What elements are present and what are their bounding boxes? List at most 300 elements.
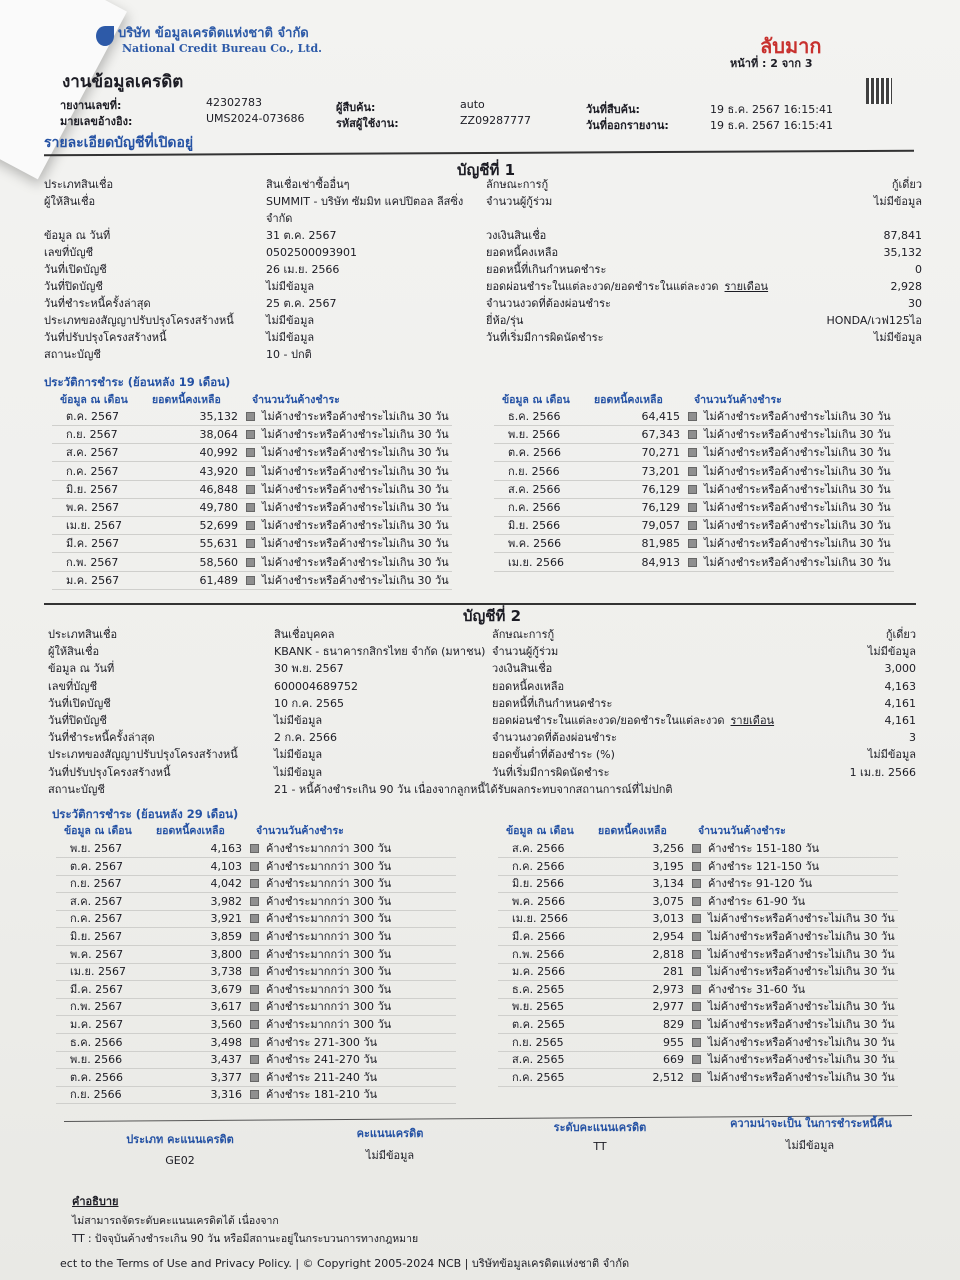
history-row — [494, 444, 894, 462]
field-label: ข้อมูล ณ วันที่ — [48, 662, 115, 676]
field-label: ยี่ห้อ/รุ่น — [486, 314, 524, 327]
history-balance: 3,738 — [210, 965, 242, 979]
status-square-icon — [688, 539, 697, 548]
history-status: ไม่ค้างชำระหรือค้างชำระไม่เกิน 30 วัน — [262, 519, 449, 533]
field-value: 3 — [909, 731, 916, 745]
history-row — [56, 1016, 456, 1034]
status-square-icon — [250, 1002, 259, 1011]
field-label: ยอดหนี้คงเหลือ — [486, 246, 559, 259]
status-square-icon — [246, 576, 255, 585]
history-month: มี.ค. 2567 — [70, 982, 124, 996]
history-status: ค้างชำระมากกว่า 300 วัน — [266, 842, 392, 855]
history-status: ค้างชำระ 121-150 วัน — [708, 859, 820, 873]
history-month: ก.ค. 2567 — [70, 912, 123, 926]
field-value: ไม่มีข้อมูล — [274, 748, 323, 762]
row-rule — [494, 571, 894, 572]
history-status: ค้างชำระมากกว่า 300 วัน — [266, 1018, 392, 1031]
history-header-balance: ยอดหนี้คงเหลือ — [156, 825, 225, 837]
history-month: ต.ค. 2566 — [508, 446, 561, 460]
history-balance: 2,954 — [652, 930, 684, 943]
field-label: จำนวนผู้กู้ร่วม — [492, 645, 559, 659]
history-header-days: จำนวนวันค้างชำระ — [256, 825, 344, 837]
history-header-balance: ยอดหนี้คงเหลือ — [152, 394, 221, 406]
field-label: วันที่เปิดบัญชี — [44, 263, 107, 276]
history-status: ไม่ค้างชำระหรือค้างชำระไม่เกิน 30 วัน — [704, 555, 891, 569]
history-balance: 84,913 — [641, 555, 680, 569]
history-month: มิ.ย. 2566 — [508, 519, 561, 533]
history-row — [498, 928, 898, 946]
status-square-icon — [692, 914, 701, 923]
status-square-icon — [692, 879, 701, 888]
account-2-title: บัญชีที่ 2 — [462, 607, 522, 625]
history-row — [494, 426, 894, 444]
field-value: 30 พ.ย. 2567 — [274, 662, 344, 676]
ref-no: UMS2024-073686 — [206, 112, 305, 125]
history-row — [498, 946, 898, 964]
status-square-icon — [688, 430, 697, 439]
history-balance: 3,316 — [210, 1088, 242, 1102]
history-row — [498, 893, 898, 911]
field-label: ประเภทสินเชื่อ — [48, 628, 118, 641]
field-label: วันที่เริ่มมีการผิดนัดชำระ — [492, 765, 610, 779]
field-value: 0 — [915, 263, 922, 276]
history-balance: 3,013 — [652, 912, 684, 926]
score-value: ไม่มีข้อมูล — [365, 1149, 415, 1162]
history-header-days: จำนวนวันค้างชำระ — [252, 394, 340, 406]
history-row — [52, 572, 452, 590]
history-row — [56, 1051, 456, 1069]
history-status: ไม่ค้างชำระหรือค้างชำระไม่เกิน 30 วัน — [262, 555, 449, 569]
account-1-title: บัญชีที่ 1 — [456, 161, 516, 179]
issue-date-label: วันที่ออกรายงาน: — [586, 119, 669, 132]
history-month: ก.พ. 2567 — [70, 1000, 123, 1014]
history-balance: 2,512 — [652, 1070, 684, 1084]
status-square-icon — [692, 967, 701, 976]
history-row — [494, 535, 894, 553]
history-month: ส.ค. 2567 — [66, 446, 119, 460]
status-square-icon — [692, 985, 701, 994]
report-no-label: ายงานเลขที่: — [60, 99, 122, 112]
status-square-icon — [692, 1002, 701, 1011]
history-month: เม.ย. 2566 — [512, 912, 568, 926]
history-status: ไม่ค้างชำระหรือค้างชำระไม่เกิน 30 วัน — [708, 1053, 895, 1067]
field-value: ไม่มีข้อมูล — [266, 280, 315, 293]
history-header-month: ข้อมูล ณ เดือน — [64, 825, 132, 837]
user-code-label: รหัสผู้ใช้งาน: — [336, 117, 399, 130]
field-value: ไม่มีข้อมูล — [274, 765, 323, 779]
history-month: พ.ค. 2566 — [512, 894, 566, 908]
history-status: ไม่ค้างชำระหรือค้างชำระไม่เกิน 30 วัน — [704, 501, 891, 514]
history-balance: 3,377 — [210, 1070, 242, 1084]
status-square-icon — [246, 430, 255, 439]
history-balance: 67,343 — [641, 428, 680, 442]
history-status: ค้างชำระมากกว่า 300 วัน — [266, 859, 392, 873]
footer-text[interactable]: ect to the Terms of Use and Privacy Policy. | © Copyright 2005-2024 NCB | บริษัทข้อมูลเครดิตแห่งชาติ จำกัด — [60, 1257, 630, 1270]
field-label: ผู้ให้สินเชื่อ — [44, 195, 96, 208]
status-square-icon — [250, 844, 259, 853]
history-row — [52, 408, 452, 426]
field-value: 26 เม.ย. 2566 — [266, 263, 340, 276]
company-name-en: National Credit Bureau Co., Ltd. — [122, 42, 323, 55]
history-balance: 829 — [663, 1018, 684, 1031]
history-status: ค้างชำระมากกว่า 300 วัน — [266, 912, 392, 926]
status-square-icon — [692, 950, 701, 959]
field-label: ยอดขั้นต่ำที่ต้องชำระ (%) — [492, 748, 615, 762]
history-balance: 3,921 — [210, 912, 242, 926]
history-row — [494, 554, 894, 572]
history-status: ไม่ค้างชำระหรือค้างชำระไม่เกิน 30 วัน — [708, 1035, 895, 1049]
history-status: ค้างชำระมากกว่า 300 วัน — [266, 930, 392, 943]
score-type-header: ประเภท คะแนนเครดิต — [126, 1133, 234, 1146]
field-value: 2 ก.ค. 2566 — [274, 731, 337, 745]
field-label: ยอดผ่อนชำระในแต่ละงวด/ยอดชำระในแต่ละงวด รายเดือน — [486, 280, 769, 293]
history-balance: 79,057 — [641, 519, 680, 533]
status-square-icon — [688, 558, 697, 567]
field-value: จำกัด — [266, 212, 293, 225]
field-label: วันที่เริ่มมีการผิดนัดชำระ — [486, 331, 604, 344]
field-label: วันที่ปิดบัญชี — [48, 714, 107, 727]
search-date: 19 ธ.ค. 2567 16:15:41 — [710, 103, 833, 116]
status-square-icon — [250, 897, 259, 906]
history-balance: 35,132 — [199, 410, 238, 423]
history-month: ต.ค. 2567 — [70, 859, 123, 873]
history-balance: 76,129 — [641, 482, 680, 496]
history-balance: 49,780 — [199, 501, 238, 514]
status-square-icon — [250, 1073, 259, 1082]
history-row — [494, 499, 894, 517]
history-month: ส.ค. 2565 — [512, 1053, 565, 1067]
status-square-icon — [692, 862, 701, 871]
section-title: รายละเอียดบัญชีที่เปิดอยู่ — [44, 135, 194, 151]
score-level-value: TT — [593, 1140, 607, 1153]
history-balance: 3,679 — [210, 982, 242, 996]
field-label: จำนวนผู้กู้ร่วม — [486, 195, 553, 208]
issue-date: 19 ธ.ค. 2567 16:15:41 — [710, 119, 833, 132]
history-month: ก.ย. 2566 — [508, 464, 560, 478]
history-status: ค้างชำระ 61-90 วัน — [708, 894, 806, 908]
row-rule — [52, 589, 452, 590]
history-month: ธ.ค. 2566 — [70, 1035, 123, 1049]
status-square-icon — [692, 1055, 701, 1064]
history-status: ค้างชำระ 91-120 วัน — [708, 877, 813, 891]
field-label: ยอดหนี้ที่เกินกำหนดชำระ — [492, 696, 613, 710]
history-balance: 40,992 — [199, 446, 238, 460]
searcher: auto — [460, 98, 485, 111]
history-balance: 669 — [663, 1053, 684, 1067]
field-value: 10 ก.ค. 2565 — [274, 696, 344, 710]
history-row — [498, 1051, 898, 1069]
history-row — [56, 1034, 456, 1052]
history-status: ไม่ค้างชำระหรือค้างชำระไม่เกิน 30 วัน — [704, 482, 891, 496]
history-month: ส.ค. 2566 — [508, 482, 561, 496]
history-status: ค้างชำระมากกว่า 300 วัน — [266, 894, 392, 908]
history-row — [498, 1069, 898, 1087]
field-value: 1 เม.ย. 2566 — [849, 765, 916, 779]
history-month: ก.ค. 2566 — [512, 859, 565, 873]
field-label: เลขที่บัญชี — [44, 246, 94, 259]
status-square-icon — [688, 412, 697, 421]
history-row — [498, 963, 898, 981]
history-status: ไม่ค้างชำระหรือค้างชำระไม่เกิน 30 วัน — [262, 464, 449, 478]
field-value: 600004689752 — [274, 679, 358, 693]
history-month: พ.ค. 2567 — [70, 947, 124, 961]
field-value: 35,132 — [883, 246, 922, 259]
history-month: ส.ค. 2566 — [512, 842, 565, 855]
field-value: สินเชื่อเช่าซื้ออื่นๆ — [266, 178, 350, 191]
page-number: หน้าที่ : 2 จาก 3 — [730, 57, 813, 70]
status-square-icon — [692, 844, 701, 853]
status-square-icon — [246, 485, 255, 494]
status-square-icon — [250, 862, 259, 871]
history-status: ไม่ค้างชำระหรือค้างชำระไม่เกิน 30 วัน — [262, 410, 449, 423]
history-balance: 52,699 — [199, 519, 238, 533]
history-status: ไม่ค้างชำระหรือค้างชำระไม่เกิน 30 วัน — [704, 446, 891, 460]
history-row — [498, 840, 898, 858]
history-status: ค้างชำระ 211-240 วัน — [266, 1070, 378, 1084]
history-status: ค้างชำระ 31-60 วัน — [708, 982, 806, 996]
field-value: ไม่มีข้อมูล — [867, 645, 916, 659]
history-balance: 2,977 — [652, 1000, 684, 1014]
status-square-icon — [246, 558, 255, 567]
status-square-icon — [246, 539, 255, 548]
history-month: มิ.ย. 2567 — [70, 930, 123, 943]
field-label: ประเภทของสัญญาปรับปรุงโครงสร้างหนี้ — [44, 314, 234, 327]
history-row — [56, 840, 456, 858]
history-month: ก.ย. 2565 — [512, 1035, 564, 1049]
status-square-icon — [688, 521, 697, 530]
field-value: ไม่มีข้อมูล — [266, 314, 315, 327]
history-balance: 55,631 — [199, 537, 238, 551]
status-square-icon — [250, 1090, 259, 1099]
history-balance: 281 — [663, 965, 684, 979]
field-label: วันที่ปรับปรุงโครงสร้างหนี้ — [48, 765, 171, 779]
notes-title: คำอธิบาย — [72, 1195, 119, 1208]
score-level-header: ระดับคะแนนเครดิต — [553, 1121, 647, 1134]
history-balance: 61,489 — [199, 573, 238, 587]
installment-frequency: รายเดือน — [724, 280, 769, 293]
history-status: ไม่ค้างชำระหรือค้างชำระไม่เกิน 30 วัน — [262, 501, 449, 514]
history-balance: 73,201 — [641, 464, 680, 478]
history-balance: 64,415 — [641, 410, 680, 423]
field-label: ยอดหนี้ที่เกินกำหนดชำระ — [486, 263, 607, 276]
status-square-icon — [250, 967, 259, 976]
user-code: ZZ09287777 — [460, 114, 532, 127]
history-month: ก.ย. 2567 — [66, 428, 118, 442]
history-month: ก.พ. 2566 — [512, 947, 565, 961]
status-square-icon — [688, 485, 697, 494]
row-rule — [56, 1103, 456, 1104]
field-value: 4,161 — [884, 714, 916, 727]
history-status: ค้างชำระ 181-210 วัน — [266, 1088, 378, 1102]
field-label: สถานะบัญชี — [48, 782, 105, 796]
field-value: กู้เดี่ยว — [885, 628, 916, 641]
field-label: วงเงินสินเชื่อ — [486, 229, 547, 242]
status-square-icon — [246, 448, 255, 457]
field-label: เลขที่บัญชี — [48, 679, 98, 693]
status-square-icon — [250, 1055, 259, 1064]
history-row — [56, 963, 456, 981]
history-status: ค้างชำระมากกว่า 300 วัน — [266, 982, 392, 996]
ncb-logo-icon — [96, 26, 114, 46]
history-month: เม.ย. 2567 — [66, 519, 122, 533]
history-row — [56, 875, 456, 893]
history-row — [56, 1069, 456, 1087]
field-label: วันที่ชำระหนี้ครั้งล่าสุด — [48, 731, 155, 745]
field-label: วันที่ปรับปรุงโครงสร้างหนี้ — [44, 331, 167, 344]
field-value: 31 ต.ค. 2567 — [266, 229, 337, 242]
history-row — [52, 499, 452, 517]
history-month: ธ.ค. 2565 — [512, 982, 565, 996]
field-label: วงเงินสินเชื่อ — [492, 662, 553, 676]
account-1-history-title: ประวัติการชำระ (ย้อนหลัง 19 เดือน) — [44, 375, 231, 389]
history-status: ไม่ค้างชำระหรือค้างชำระไม่เกิน 30 วัน — [708, 1018, 895, 1031]
history-status: ค้างชำระมากกว่า 300 วัน — [266, 965, 392, 979]
history-header-month: ข้อมูล ณ เดือน — [502, 394, 570, 406]
history-row — [52, 444, 452, 462]
history-row — [494, 408, 894, 426]
status-square-icon — [250, 950, 259, 959]
history-row — [52, 481, 452, 499]
history-row — [498, 875, 898, 893]
field-label: ยอดผ่อนชำระในแต่ละงวด/ยอดชำระในแต่ละงวด รายเดือน — [492, 714, 775, 727]
status-square-icon — [688, 448, 697, 457]
field-label: ลักษณะการกู้ — [486, 178, 549, 191]
history-status: ไม่ค้างชำระหรือค้างชำระไม่เกิน 30 วัน — [708, 930, 895, 943]
history-balance: 3,560 — [210, 1018, 242, 1031]
history-status: ไม่ค้างชำระหรือค้างชำระไม่เกิน 30 วัน — [704, 537, 891, 551]
history-balance: 3,195 — [652, 859, 684, 873]
history-row — [56, 858, 456, 876]
history-row — [494, 481, 894, 499]
history-balance: 3,075 — [652, 894, 684, 908]
history-balance: 3,982 — [210, 894, 242, 908]
history-row — [56, 910, 456, 928]
history-row — [498, 910, 898, 928]
history-row — [56, 998, 456, 1016]
row-rule — [498, 1086, 898, 1087]
field-label: ลักษณะการกู้ — [492, 628, 555, 641]
history-month: ม.ค. 2567 — [70, 1018, 124, 1031]
history-header-month: ข้อมูล ณ เดือน — [60, 394, 128, 406]
field-label: ผู้ให้สินเชื่อ — [48, 645, 100, 659]
history-balance: 3,800 — [210, 947, 242, 961]
history-balance: 81,985 — [641, 537, 680, 551]
status-square-icon — [246, 412, 255, 421]
history-status: ค้างชำระมากกว่า 300 วัน — [266, 1000, 392, 1014]
field-value: KBANK - ธนาคารกสิกรไทย จำกัด (มหาชน) — [274, 645, 486, 659]
history-month: ก.ค. 2565 — [512, 1070, 565, 1084]
field-value: ไม่มีข้อมูล — [867, 748, 916, 762]
history-month: มี.ค. 2566 — [512, 930, 566, 943]
history-balance: 4,103 — [210, 859, 242, 873]
history-row — [52, 535, 452, 553]
report-no: 42302783 — [206, 96, 262, 109]
history-status: ค้างชำระ 241-270 วัน — [266, 1053, 378, 1067]
history-status: ค้างชำระ 271-300 วัน — [266, 1035, 378, 1049]
history-month: ม.ค. 2567 — [66, 573, 120, 587]
history-month: ธ.ค. 2566 — [508, 410, 561, 423]
score-type-value: GE02 — [165, 1154, 195, 1167]
history-header-balance: ยอดหนี้คงเหลือ — [598, 825, 667, 837]
field-value: 10 - ปกติ — [266, 348, 312, 361]
searcher-label: ผู้สืบค้น: — [336, 101, 376, 114]
history-header-days: จำนวนวันค้างชำระ — [694, 394, 782, 406]
history-status: ไม่ค้างชำระหรือค้างชำระไม่เกิน 30 วัน — [708, 965, 895, 979]
field-value: ไม่มีข้อมูล — [266, 331, 315, 344]
history-row — [498, 1016, 898, 1034]
status-square-icon — [246, 467, 255, 476]
status-square-icon — [692, 932, 701, 941]
history-row — [56, 928, 456, 946]
field-value: 21 - หนี้ค้างชำระเกิน 90 วัน เนื่องจากลูกหนี้ได้รับผลกระทบจากสถานการณ์ที่ไม่ปกติ — [274, 782, 673, 796]
history-month: ก.พ. 2567 — [66, 555, 119, 569]
ref-no-label: มายเลขอ้างอิง: — [60, 115, 133, 128]
status-square-icon — [250, 1038, 259, 1047]
history-month: พ.ย. 2567 — [70, 842, 123, 855]
field-value: 4,161 — [884, 696, 916, 710]
history-row — [498, 1034, 898, 1052]
status-square-icon — [692, 1038, 701, 1047]
history-status: ไม่ค้างชำระหรือค้างชำระไม่เกิน 30 วัน — [704, 464, 891, 478]
status-square-icon — [692, 1073, 701, 1082]
history-row — [494, 463, 894, 481]
field-value: สินเชื่อบุคคล — [274, 628, 335, 641]
qr-code-icon — [866, 78, 892, 104]
history-balance: 4,163 — [210, 842, 242, 855]
history-balance: 3,437 — [210, 1053, 242, 1067]
history-row — [52, 463, 452, 481]
score-header: คะแนนเครดิต — [356, 1127, 424, 1140]
history-header-days: จำนวนวันค้างชำระ — [698, 825, 786, 837]
history-status: ไม่ค้างชำระหรือค้างชำระไม่เกิน 30 วัน — [704, 410, 891, 423]
history-month: มี.ค. 2567 — [66, 537, 120, 551]
history-status: ไม่ค้างชำระหรือค้างชำระไม่เกิน 30 วัน — [708, 1070, 895, 1084]
field-label: จำนวนงวดที่ต้องผ่อนชำระ — [492, 731, 617, 745]
field-value: 0502500093901 — [266, 246, 357, 259]
history-status: ไม่ค้างชำระหรือค้างชำระไม่เกิน 30 วัน — [704, 428, 891, 442]
history-row — [498, 981, 898, 999]
history-row — [498, 858, 898, 876]
field-label: สถานะบัญชี — [44, 348, 101, 361]
history-row — [498, 998, 898, 1016]
history-balance: 46,848 — [199, 482, 238, 496]
field-label: ประเภทของสัญญาปรับปรุงโครงสร้างหนี้ — [48, 748, 238, 762]
history-month: พ.ค. 2567 — [66, 501, 120, 514]
history-balance: 2,973 — [652, 982, 684, 996]
status-square-icon — [250, 879, 259, 888]
history-month: มิ.ย. 2567 — [66, 482, 119, 496]
field-value: 2,928 — [890, 280, 922, 293]
status-square-icon — [250, 985, 259, 994]
status-square-icon — [250, 1020, 259, 1029]
history-balance: 76,129 — [641, 501, 680, 514]
installment-frequency: รายเดือน — [730, 714, 775, 727]
status-square-icon — [688, 503, 697, 512]
field-value: 25 ต.ค. 2567 — [266, 297, 337, 310]
field-value: ไม่มีข้อมูล — [873, 331, 922, 344]
status-square-icon — [692, 897, 701, 906]
status-square-icon — [246, 521, 255, 530]
history-row — [52, 426, 452, 444]
history-row — [56, 893, 456, 911]
status-square-icon — [246, 503, 255, 512]
history-row — [52, 517, 452, 535]
history-status: ไม่ค้างชำระหรือค้างชำระไม่เกิน 30 วัน — [708, 1000, 895, 1014]
history-month: พ.ค. 2566 — [508, 537, 562, 551]
history-status: ไม่ค้างชำระหรือค้างชำระไม่เกิน 30 วัน — [262, 482, 449, 496]
history-month: มิ.ย. 2566 — [512, 877, 565, 891]
history-header-balance: ยอดหนี้คงเหลือ — [594, 394, 663, 406]
